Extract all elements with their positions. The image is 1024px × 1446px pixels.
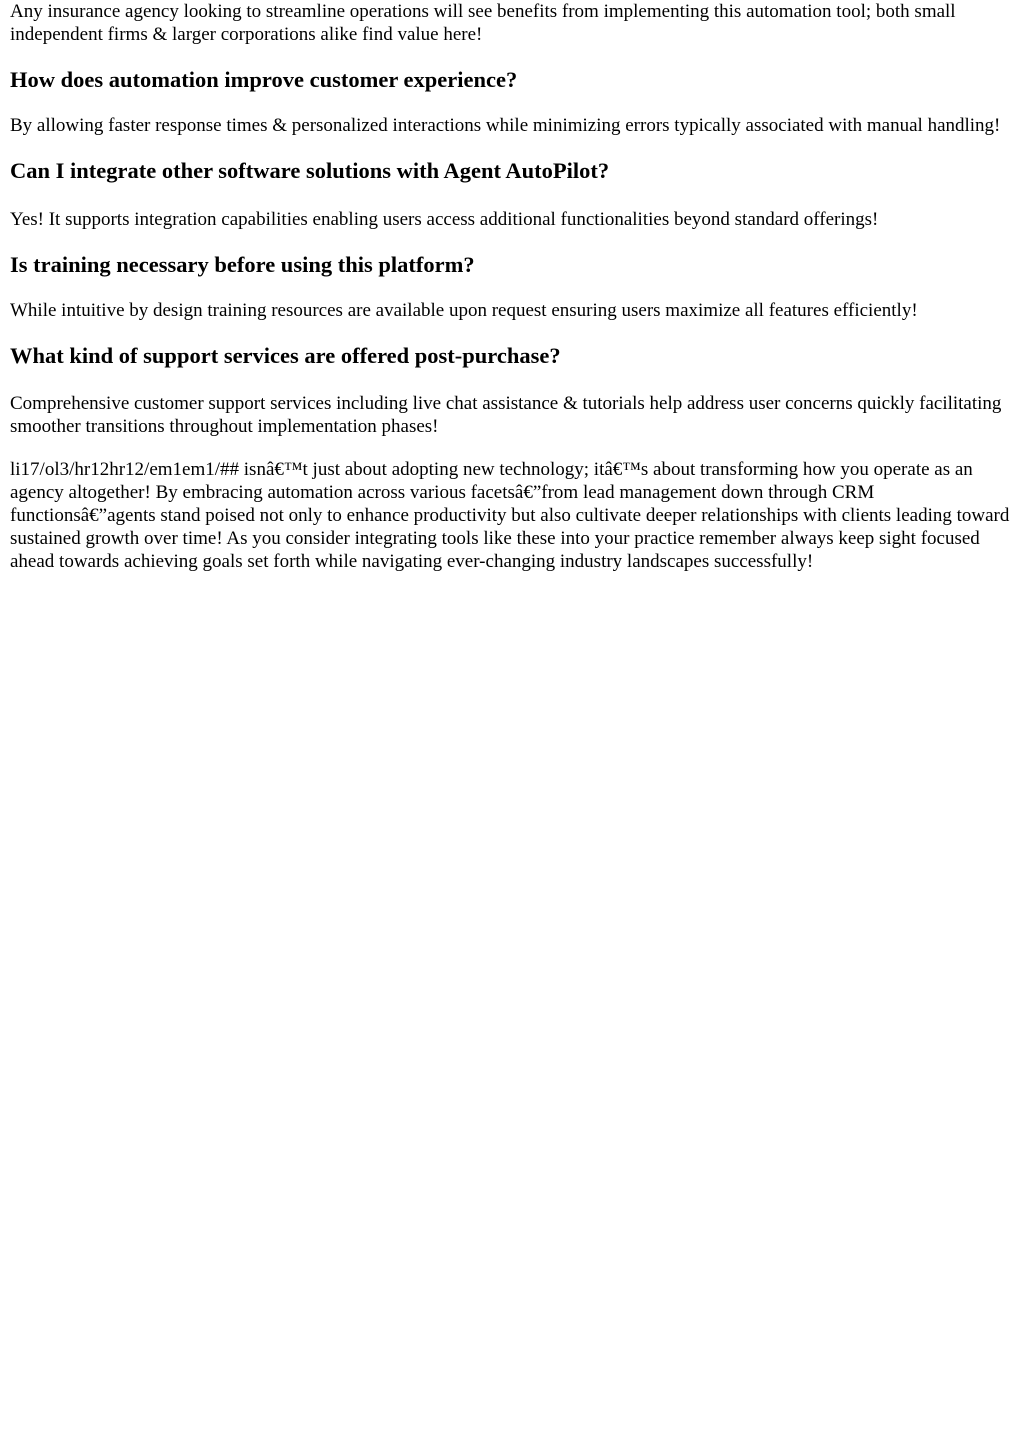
- faq-question-training: Is training necessary before using this platform?: [10, 252, 475, 277]
- document-body: [10, 0, 1014, 573]
- faq-answer-customer-experience: By allowing faster response times & personalized interactions while minimizing errors typically associated with manual handling!: [10, 115, 1001, 136]
- conclusion-paragraph: li17/ol3/hr12hr12/em1em1/## isnâ€™t just about adopting new technology; itâ€™s about transforming how you operate as an agency altogether! By embracing automation across various facetsâ€”from lead management down through CRM functionsâ€”agents stand poised not only to enhance productivity but also cultivate deeper relationships with clients leading toward sustained growth over time! As you consider integrating tools like these into your practice remember always keep sight focused ahead towards achieving goals set forth while navigating ever-changing industry landscapes successfully!: [10, 459, 1010, 572]
- faq-answer-integration: Yes! It supports integration capabilities enabling users access additional functionalities beyond standard offerings!: [10, 209, 879, 230]
- faq-question-customer-experience: How does automation improve customer experience?: [10, 67, 518, 92]
- faq-question-support: What kind of support services are offered post-purchase?: [10, 343, 561, 368]
- faq-answer-training: While intuitive by design training resources are available upon request ensuring users maximize all features efficiently!: [10, 300, 918, 321]
- faq-answer-support: Comprehensive customer support services including live chat assistance & tutorials help address user concerns quickly facilitating smoother transitions throughout implementation phases!: [10, 393, 1002, 437]
- faq-question-integration: Can I integrate other software solutions with Agent AutoPilot?: [10, 158, 610, 183]
- intro-paragraph: Any insurance agency looking to streamline operations will see benefits from implementing this automation tool; both small independent firms & larger corporations alike find value here!: [10, 1, 956, 45]
